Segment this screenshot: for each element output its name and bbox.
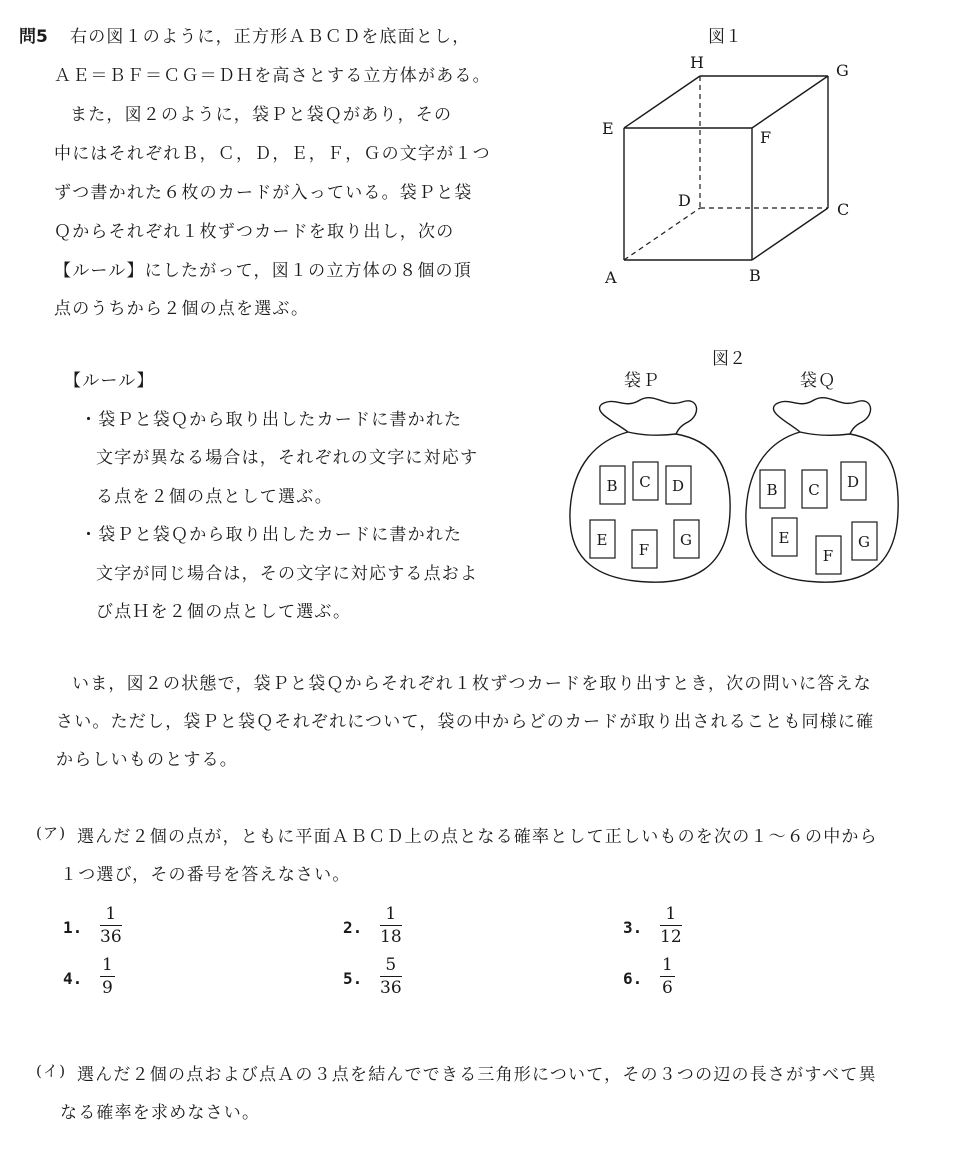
- intro-line: ＡＥ＝ＢＦ＝ＣＧ＝ＤＨを高さとする立方体がある。: [54, 66, 491, 86]
- choice-2-number: 2.: [343, 918, 363, 937]
- vertex-label-F: F: [760, 128, 772, 147]
- question-a-label: (ア): [36, 824, 67, 842]
- problem-label: 問5: [19, 27, 48, 47]
- intro-line: ずつ書かれた６枚のカードが入っている。袋Ｐと袋: [54, 183, 473, 203]
- bag-q-label: 袋Ｑ: [800, 371, 837, 391]
- figure2-title: 図２: [712, 349, 746, 369]
- bag-p-label: 袋Ｐ: [624, 371, 661, 391]
- edge-AD: [624, 208, 700, 260]
- card-q-D-label: D: [846, 473, 860, 491]
- choice-2-numerator: 1: [385, 904, 397, 924]
- choice-6-numerator: 1: [662, 955, 673, 975]
- vertex-label-H: H: [690, 53, 704, 72]
- choice-5-fraction: [380, 957, 402, 997]
- edge-FG: [752, 76, 828, 128]
- choice-3-number: 3.: [623, 918, 643, 937]
- choice-3-denominator: 12: [660, 927, 682, 947]
- choice-2-denominator: 18: [380, 927, 402, 947]
- question-b-label: (イ): [36, 1062, 67, 1080]
- rule-title: 【ルール】: [64, 371, 155, 391]
- card-q-E-label: E: [778, 529, 790, 547]
- rule-line: ・袋Ｐと袋Ｑから取り出したカードに書かれた: [80, 410, 463, 430]
- vertex-label-D: D: [678, 191, 691, 210]
- choice-6-fraction: [660, 957, 675, 997]
- vertex-label-B: B: [749, 266, 761, 285]
- card-q-F-label: F: [822, 547, 834, 565]
- card-q-G-label: G: [858, 533, 870, 551]
- card-q-C-label: C: [808, 481, 820, 499]
- choice-5-numerator: 5: [385, 955, 397, 975]
- vertex-label-E: E: [602, 119, 614, 138]
- cube-figure: [590, 48, 870, 288]
- choice-1-fraction: [100, 906, 122, 946]
- bags-figure: [560, 392, 910, 592]
- card-p-D-label: D: [671, 477, 685, 495]
- choice-4-fraction: [100, 957, 115, 997]
- choice-1-number: 1.: [63, 918, 83, 937]
- choice-5-denominator: 36: [380, 978, 402, 998]
- condition-line: からしいものとする。: [56, 750, 238, 770]
- card-q-B-label: B: [766, 481, 778, 499]
- choice-1-numerator: 1: [105, 904, 117, 924]
- card-p-E-label: E: [596, 531, 608, 549]
- condition-line: いま，図２の状態で，袋Ｐと袋Ｑからそれぞれ１枚ずつカードを取り出すとき，次の問いに答えな: [72, 674, 872, 694]
- intro-line: 中にはそれぞれＢ，Ｃ，Ｄ，Ｅ，Ｆ，Ｇの文字が１つ: [54, 144, 491, 164]
- choice-1-denominator: 36: [100, 927, 122, 947]
- choice-4-number: 4.: [63, 969, 83, 988]
- intro-line: 点のうちから２個の点を選ぶ。: [54, 299, 310, 319]
- vertex-label-C: C: [837, 200, 850, 219]
- question-b-line: 選んだ２個の点および点Ａの３点を結んでできる三角形について，その３つの辺の長さがすべて異: [77, 1065, 877, 1085]
- rule-line: び点Ｈを２個の点として選ぶ。: [96, 602, 352, 622]
- rule-line: る点を２個の点として選ぶ。: [96, 487, 333, 507]
- intro-line: 右の図１のように，正方形ＡＢＣＤを底面とし，: [70, 27, 471, 47]
- card-p-G-label: G: [680, 531, 692, 549]
- choice-4-denominator: 9: [102, 978, 113, 998]
- choice-6-denominator: 6: [662, 978, 673, 998]
- intro-line: 【ルール】にしたがって，図１の立方体の８個の頂: [54, 261, 472, 281]
- edge-EH: [624, 76, 700, 128]
- choice-3-fraction: [660, 906, 682, 946]
- vertex-label-G: G: [836, 61, 849, 80]
- edge-BC: [752, 208, 828, 260]
- choice-3-numerator: 1: [665, 904, 677, 924]
- card-p-F-label: F: [638, 541, 650, 559]
- card-p-B-label: B: [606, 477, 618, 495]
- question-a-line: １つ選び，その番号を答えなさい。: [60, 865, 351, 885]
- rule-line: 文字が異なる場合は，それぞれの文字に対応す: [96, 448, 479, 468]
- question-b-line: なる確率を求めなさい。: [60, 1103, 261, 1123]
- choice-6-number: 6.: [623, 969, 643, 988]
- choice-2-fraction: [380, 906, 402, 946]
- rule-line: ・袋Ｐと袋Ｑから取り出したカードに書かれた: [80, 525, 463, 545]
- figure1-title: 図１: [708, 27, 742, 47]
- rule-line: 文字が同じ場合は，その文字に対応する点およ: [96, 564, 479, 584]
- card-p-C-label: C: [639, 473, 651, 491]
- choice-4-numerator: 1: [102, 955, 113, 975]
- condition-line: さい。ただし，袋Ｐと袋Ｑそれぞれについて，袋の中からどのカードが取り出されることも同様に確: [56, 712, 875, 732]
- choice-5-number: 5.: [343, 969, 363, 988]
- intro-line: また，図２のように，袋Ｐと袋Ｑがあり，その: [70, 105, 453, 125]
- question-a-line: 選んだ２個の点が，ともに平面ＡＢＣＤ上の点となる確率として正しいものを次の１～６の中から: [77, 827, 878, 847]
- intro-line: Ｑからそれぞれ１枚ずつカードを取り出し，次の: [54, 222, 455, 242]
- vertex-label-A: A: [605, 268, 617, 287]
